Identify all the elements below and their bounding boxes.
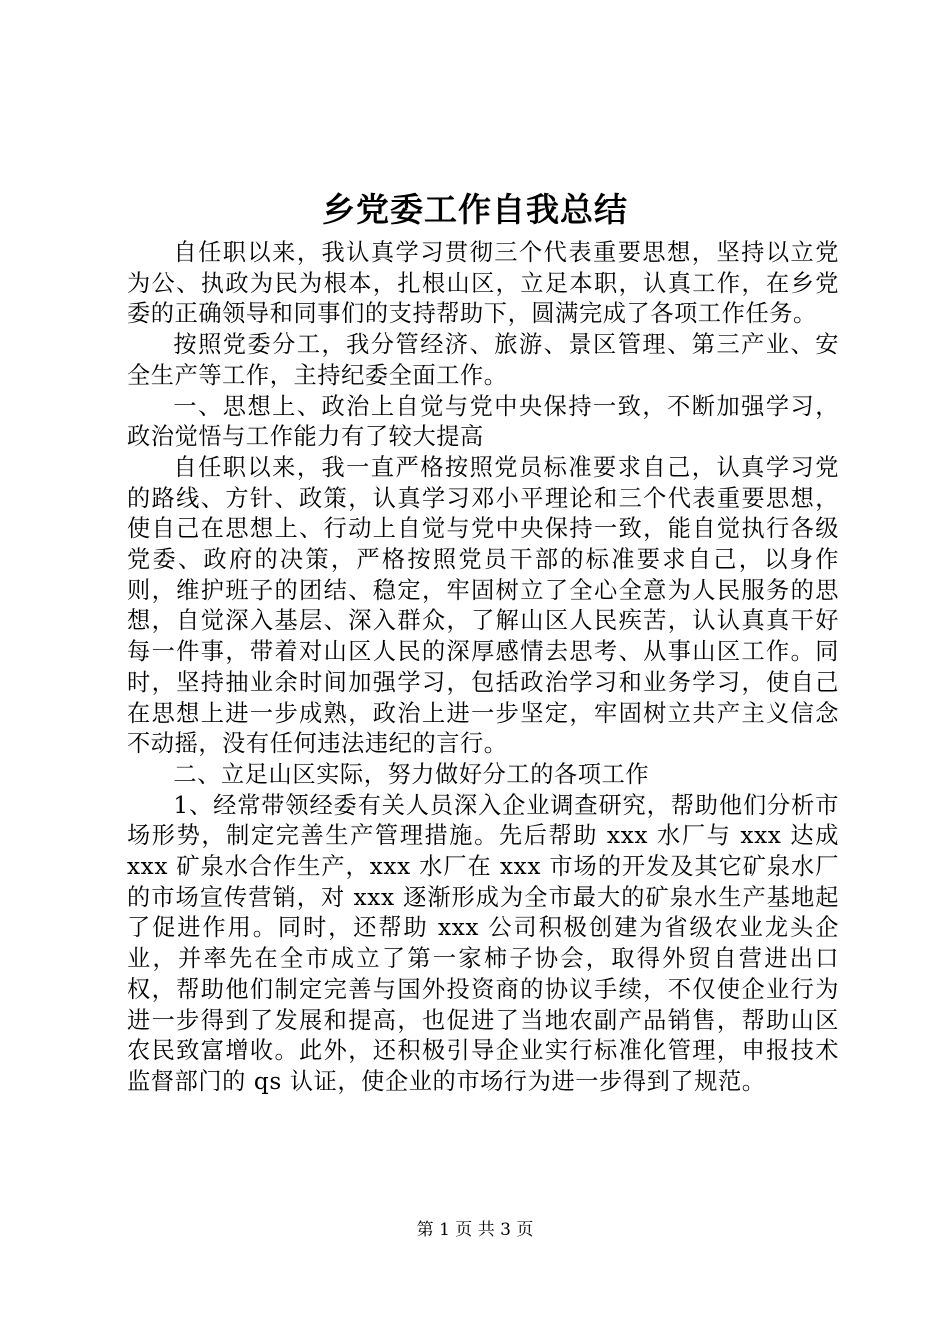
page-footer: 第 1 页 共 3 页 [416, 1220, 534, 1240]
paragraph-intro: 自任职以来，我认真学习贯彻三个代表重要思想，坚持以立党为公、执政为民为根本，扎根山区，立足本职，认真工作，在乡党委的正确领导和同事们的支持帮助下，圆满完成了各项工作任务。 [127, 239, 839, 328]
document-body [127, 238, 847, 1098]
paragraph-duties: 按照党委分工，我分管经济、旅游、景区管理、第三产业、安全生产等工作，主持纪委全面工作。 [127, 331, 839, 389]
paragraph-section-1: 自任职以来，我一直严格按照党员标准要求自己，认真学习党的路线、方针、政策，认真学习邓小平理论和三个代表重要思想，使自己在思想上、行动上自觉与党中央保持一致，能自觉执行各级党委、政府的决策，严格按照党员干部的标准要求自己，以身作则，维护班子的团结、稳定，牢固树立了全心全意为人民服务的思想，自觉深入基层、深入群众，了解山区人民疾苦，认认真真干好每一件事，带着对山区人民的深厚感情去思考、从事山区工作。同时，坚持抽业余时间加强学习，包括政治学习和业务学习，使自己在思想上进一步成熟，政治上进一步坚定，牢固树立共产主义信念不动摇，没有任何违法违纪的言行。 [127, 453, 839, 758]
section-heading-2: 二、立足山区实际，努力做好分工的各项工作 [173, 760, 650, 788]
paragraph-section-2-item-1: 1、经常带领经委有关人员深入企业调查研究，帮助他们分析市场形势，制定完善生产管理措施。先后帮助 xxx 水厂与 xxx 达成 xxx 矿泉水合作生产，xxx 水厂在 xxx 市场的开发及其它矿泉水厂的市场宣传营销，对 xxx 逐渐形成为全市最大的矿泉水生产基地起了促进作用。同时，还帮助 xxx 公司积极创建为省级农业龙头企业，并率先在全市成立了第一家柿子协会，取得外贸自营进出口权，帮助他们制定完善与国外投资商的协议手续，不仅使企业行为进一步得到了发展和提高，也促进了当地农副产品销售，帮助山区农民致富增收。此外，还积极引导企业实行标准化管理，申报技术监督部门的 qs 认证，使企业的市场行为进一步得到了规范。 [127, 791, 847, 1095]
document-title: 乡党委工作自我总结 [322, 190, 628, 229]
section-heading-1: 一、思想上、政治上自觉与党中央保持一致，不断加强学习，政治觉悟与工作能力有了较大提高 [127, 392, 839, 451]
